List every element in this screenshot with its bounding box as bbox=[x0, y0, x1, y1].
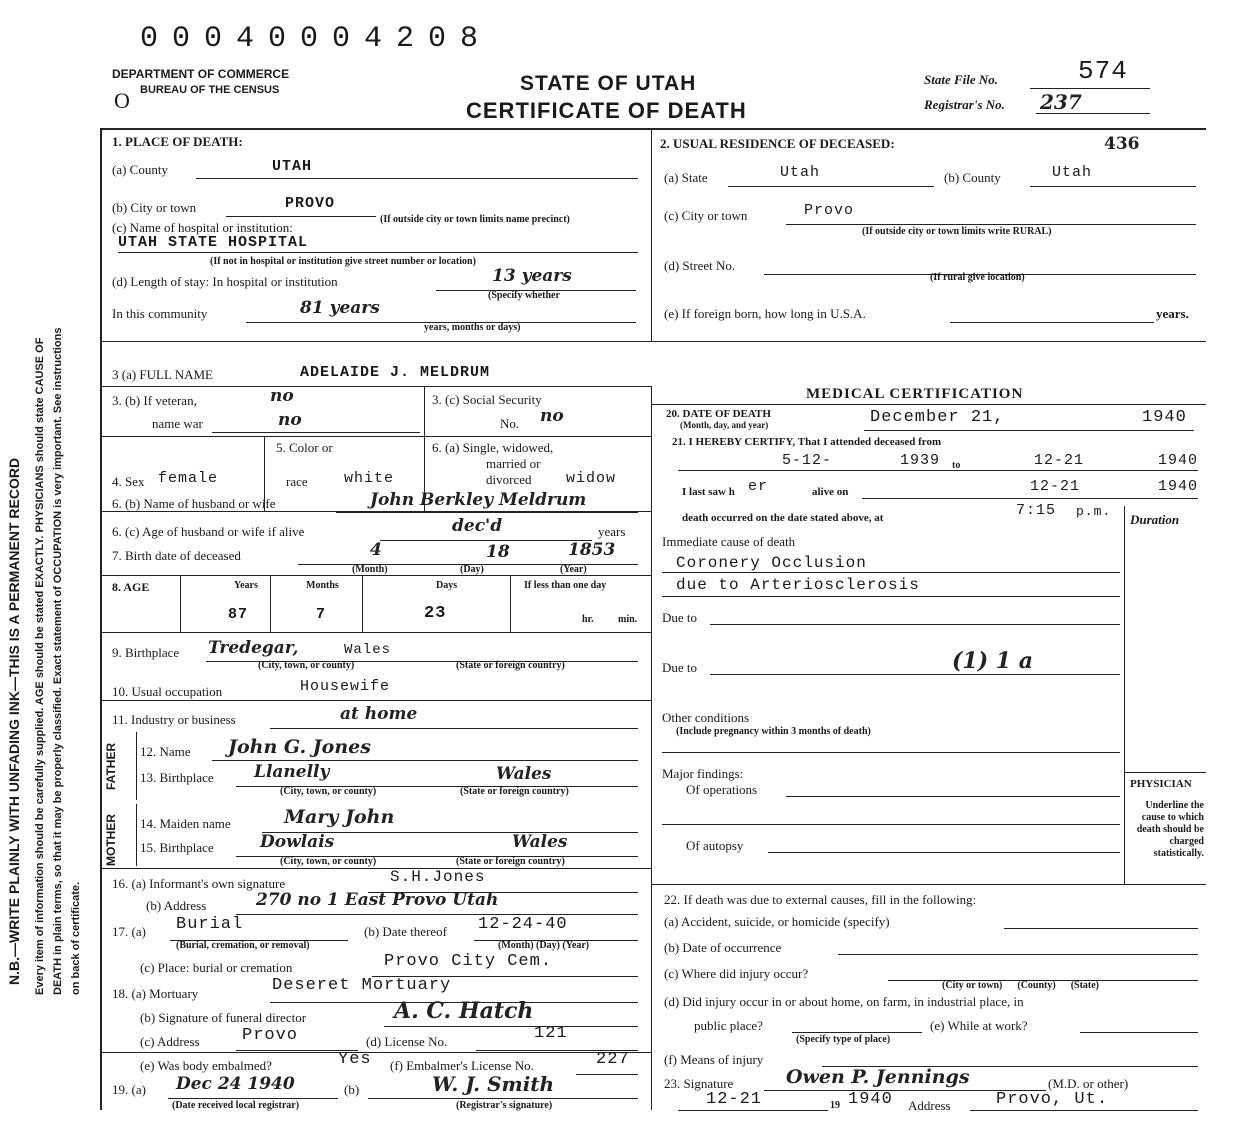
means-label: (f) Means of injury bbox=[664, 1052, 764, 1067]
addr-value: Provo, Ut. bbox=[996, 1090, 1109, 1109]
state-title: STATE OF UTAH bbox=[520, 72, 697, 95]
attended-from: 5-12- bbox=[782, 452, 833, 469]
age-days: 23 bbox=[424, 604, 447, 623]
disposal-label: 17. (a) bbox=[112, 924, 146, 939]
cause-code-mark: (1) 1 a bbox=[952, 648, 1034, 674]
father-bp-label: 13. Birthplace bbox=[140, 770, 214, 785]
mother-name-label: 14. Maiden name bbox=[140, 816, 231, 831]
place-ymd-note: years, months or days) bbox=[424, 322, 521, 333]
lastsaw-date: 12-21 bbox=[1030, 478, 1081, 495]
res-county: Utah bbox=[1052, 164, 1093, 181]
serial-number: 0 0 0 4 0 0 0 4 2 0 8 bbox=[140, 22, 477, 56]
marital-value: widow bbox=[566, 470, 617, 487]
mort-address: Provo bbox=[242, 1026, 299, 1045]
res-city-note: (If outside city or town limits write RURAL) bbox=[862, 226, 1052, 237]
spouse-label: 6. (b) Name of husband or wife bbox=[112, 496, 276, 511]
other-note: (Include pregnancy within 3 months of death) bbox=[676, 726, 871, 737]
res-foreign-label: (e) If foreign born, how long in U.S.A. bbox=[664, 306, 866, 321]
father-country-note: (State or foreign country) bbox=[460, 786, 569, 797]
race-value: white bbox=[344, 470, 395, 487]
disposal-date: 12-24-40 bbox=[478, 915, 568, 934]
mother-bp-city: Dowlais bbox=[260, 832, 335, 852]
sex-label: 4. Sex bbox=[112, 474, 145, 489]
md-label: (M.D. or other) bbox=[1048, 1076, 1129, 1091]
occurrence-label: (b) Date of occurrence bbox=[664, 940, 782, 955]
age-less-label: If less than one day bbox=[524, 580, 607, 591]
embalmed-label: (e) Was body embalmed? bbox=[140, 1058, 272, 1073]
mother-country-note: (State or foreign country) bbox=[456, 856, 565, 867]
full-name: ADELAIDE J. MELDRUM bbox=[300, 364, 491, 381]
corner-mark: O bbox=[114, 88, 130, 113]
alive-label: alive on bbox=[812, 486, 849, 498]
age-years: 87 bbox=[228, 606, 249, 623]
state-file-label: State File No. bbox=[924, 72, 999, 87]
place-stay-label: (d) Length of stay: In hospital or institution bbox=[112, 274, 338, 289]
birth-day: 18 bbox=[486, 542, 510, 562]
disposal-value: Burial bbox=[176, 915, 244, 934]
res-code: 436 bbox=[1104, 134, 1140, 154]
birthplace-country-note: (State or foreign country) bbox=[456, 660, 565, 671]
birthplace-label: 9. Birthplace bbox=[112, 645, 180, 660]
age-min: min. bbox=[618, 614, 638, 625]
mortuary-value: Deseret Mortuary bbox=[272, 976, 452, 995]
informant-label: 16. (a) Informant's own signature bbox=[112, 876, 286, 891]
mother-tag: MOTHER bbox=[104, 814, 118, 866]
veteran-label: 3. (b) If veteran, bbox=[112, 393, 197, 408]
res-state-label: (a) State bbox=[664, 170, 708, 185]
registrar-sig-label: (b) bbox=[344, 1082, 360, 1097]
age-years-label: Years bbox=[234, 580, 258, 591]
father-name: John G. Jones bbox=[228, 736, 371, 758]
marital-label-3: divorced bbox=[486, 472, 532, 487]
place-hospital: UTAH STATE HOSPITAL bbox=[118, 234, 309, 251]
received-note: (Date received local registrar) bbox=[172, 1100, 300, 1111]
place-county: UTAH bbox=[272, 158, 313, 175]
place-heading: 1. PLACE OF DEATH: bbox=[112, 134, 243, 149]
place-specify: (Specify whether bbox=[488, 290, 560, 301]
signature-value: Owen P. Jennings bbox=[786, 1066, 970, 1088]
cause-1: Coronery Occlusion bbox=[676, 554, 867, 572]
bureau-label: BUREAU OF THE CENSUS bbox=[140, 84, 280, 96]
age-months-label: Months bbox=[306, 580, 339, 591]
dueto-1-label: Due to bbox=[662, 610, 698, 625]
dod-year: 1940 bbox=[1142, 408, 1187, 427]
attended-to-year: 1940 bbox=[1158, 452, 1199, 469]
medical-heading: MEDICAL CERTIFICATION bbox=[806, 386, 1024, 402]
dept-label: DEPARTMENT OF COMMERCE bbox=[112, 67, 290, 81]
mother-bp-country: Wales bbox=[512, 832, 568, 852]
occurred-label: death occurred on the date stated above, at bbox=[682, 512, 884, 524]
specify-place: (Specify type of place) bbox=[796, 1034, 891, 1045]
dueto-2-label: Due to bbox=[662, 660, 698, 675]
burial-place-label: (c) Place: burial or cremation bbox=[140, 960, 293, 975]
sig-year: 1940 bbox=[848, 1090, 893, 1109]
cause-2: due to Arteriosclerosis bbox=[676, 576, 920, 594]
lastsaw-year: 1940 bbox=[1158, 478, 1199, 495]
father-name-label: 12. Name bbox=[140, 744, 191, 759]
marital-label-1: 6. (a) Single, widowed, bbox=[432, 440, 554, 455]
where-label: (c) Where did injury occur? bbox=[664, 966, 809, 981]
father-bp-city: Llanelly bbox=[254, 762, 330, 782]
birth-label: 7. Birth date of deceased bbox=[112, 548, 241, 563]
registrar-sig: W. J. Smith bbox=[432, 1072, 555, 1096]
place-county-label: (a) County bbox=[112, 162, 168, 177]
public-label: public place? bbox=[694, 1018, 763, 1033]
license-value: 121 bbox=[534, 1024, 568, 1043]
registrar-label: Registrar's No. bbox=[924, 97, 1005, 112]
industry-value: at home bbox=[340, 704, 418, 724]
certificate-title: CERTIFICATE OF DEATH bbox=[466, 98, 747, 123]
accident-label: (a) Accident, suicide, or homicide (specify) bbox=[664, 914, 890, 929]
disposal-date-label: (b) Date thereof bbox=[364, 924, 448, 939]
physician-note: Underline the cause to which death should be charged statistically. bbox=[1136, 800, 1204, 859]
ss-no-label: No. bbox=[500, 416, 520, 431]
res-street-note: (If rural give location) bbox=[930, 272, 1025, 283]
dod-value: December 21, bbox=[870, 408, 1005, 427]
place-city: PROVO bbox=[285, 195, 336, 212]
race-label-2: race bbox=[286, 474, 308, 489]
ss-value: no bbox=[540, 406, 564, 426]
disposal-note: (Burial, cremation, or removal) bbox=[176, 940, 310, 951]
sidebar-note-3: on back of certificate. bbox=[70, 881, 82, 995]
license-label: (d) License No. bbox=[366, 1034, 448, 1049]
burial-place: Provo City Cem. bbox=[384, 952, 553, 971]
sex-value: female bbox=[158, 470, 219, 487]
dod-label: 20. DATE OF DEATH bbox=[666, 408, 771, 420]
lastsaw-label: I last saw h bbox=[682, 486, 735, 498]
father-city-note: (City, town, or county) bbox=[280, 786, 377, 797]
death-pm: p.m. bbox=[1076, 504, 1112, 519]
birth-month: 4 bbox=[370, 540, 382, 560]
res-county-label: (b) County bbox=[944, 170, 1001, 185]
res-street-label: (d) Street No. bbox=[664, 258, 736, 273]
place-stay: 13 years bbox=[492, 266, 572, 286]
marital-label-2: married or bbox=[486, 456, 541, 471]
res-heading: 2. USUAL RESIDENCE OF DECEASED: bbox=[660, 136, 895, 151]
address-value: 270 no 1 East Provo Utah bbox=[256, 890, 499, 910]
place-city-label: (b) City or town bbox=[112, 200, 197, 215]
sig-date: 12-21 bbox=[706, 1090, 763, 1109]
birth-year-note: (Year) bbox=[560, 564, 587, 575]
received-label: 19. (a) bbox=[112, 1082, 146, 1097]
sidebar-note-1: Every item of information should be carefully supplied. AGE should be stated EXACTLY. PHYSICIANS should state CAUSE OF bbox=[34, 337, 46, 995]
embalmer-value: 227 bbox=[596, 1050, 630, 1069]
birthplace-city: Tredegar, bbox=[208, 638, 299, 658]
occupation-label: 10. Usual occupation bbox=[112, 684, 223, 699]
res-state: Utah bbox=[780, 164, 821, 181]
where-note: (City or town) (County) (State) bbox=[942, 980, 1100, 991]
father-bp-country: Wales bbox=[496, 764, 552, 784]
mother-bp-label: 15. Birthplace bbox=[140, 840, 214, 855]
occupation-value: Housewife bbox=[300, 678, 391, 695]
age-days-label: Days bbox=[436, 580, 458, 591]
place-hospital-note: (If not in hospital or institution give street number or location) bbox=[210, 256, 476, 267]
director-value: A. C. Hatch bbox=[394, 998, 534, 1024]
duration-label: Duration bbox=[1130, 512, 1180, 527]
address-label: (b) Address bbox=[146, 898, 207, 913]
age-months: 7 bbox=[316, 606, 327, 623]
registrar-sig-note: (Registrar's signature) bbox=[456, 1100, 553, 1111]
state-file-no: 574 bbox=[1078, 56, 1128, 86]
director-label: (b) Signature of funeral director bbox=[140, 1010, 307, 1025]
spouse-name: John Berkley Meldrum bbox=[370, 490, 587, 510]
spouse-age: dec'd bbox=[452, 516, 503, 536]
namewar-value: no bbox=[278, 410, 302, 430]
informant-value: S.H.Jones bbox=[390, 868, 486, 886]
sidebar-note-2: DEATH in plain terms, so that it may be properly classified. Exact statement of OCCUPATION is very important. See instructions bbox=[52, 327, 64, 995]
dod-note: (Month, day, and year) bbox=[680, 420, 769, 430]
birthplace-city-note: (City, town, or county) bbox=[258, 660, 355, 671]
disposal-mdy-note: (Month) (Day) (Year) bbox=[498, 940, 590, 951]
embalmed-value: Yes bbox=[338, 1050, 372, 1069]
place-city-note: (If outside city or town limits name precinct) bbox=[380, 214, 570, 225]
death-time: 7:15 bbox=[1016, 502, 1057, 519]
birth-day-note: (Day) bbox=[460, 564, 484, 575]
major-label: Major findings: bbox=[662, 766, 744, 781]
res-city: Provo bbox=[804, 202, 855, 219]
received-value: Dec 24 1940 bbox=[176, 1074, 295, 1094]
mort-address-label: (c) Address bbox=[140, 1034, 200, 1049]
embalmer-label: (f) Embalmer's License No. bbox=[390, 1058, 534, 1073]
operations-label: Of operations bbox=[686, 782, 758, 797]
registrar-no: 237 bbox=[1040, 90, 1082, 114]
birth-year: 1853 bbox=[568, 540, 616, 560]
namewar-label: name war bbox=[152, 416, 203, 431]
external-label: 22. If death was due to external causes, fill in the following: bbox=[664, 892, 977, 907]
industry-label: 11. Industry or business bbox=[112, 712, 236, 727]
attended-from-year: 1939 bbox=[900, 452, 941, 469]
other-label: Other conditions bbox=[662, 710, 750, 725]
lastsaw-her: er bbox=[748, 478, 769, 495]
mortuary-label: 18. (a) Mortuary bbox=[112, 986, 199, 1001]
father-tag: FATHER bbox=[104, 742, 118, 790]
spouse-age-label: 6. (c) Age of husband or wife if alive bbox=[112, 524, 305, 539]
ss-label: 3. (c) Social Security bbox=[432, 392, 542, 407]
mother-name: Mary John bbox=[284, 806, 395, 828]
age-label: 8. AGE bbox=[112, 580, 150, 594]
signature-label: 23. Signature bbox=[664, 1076, 734, 1091]
attended-to-label: to bbox=[952, 460, 961, 471]
place-hospital-label: (c) Name of hospital or institution: bbox=[112, 220, 293, 235]
place-community-label: In this community bbox=[112, 306, 208, 321]
race-label-1: 5. Color or bbox=[276, 440, 333, 455]
full-name-label: 3 (a) FULL NAME bbox=[112, 367, 213, 382]
work-label: (e) While at work? bbox=[930, 1018, 1028, 1033]
res-years: years. bbox=[1156, 306, 1189, 321]
age-hr: hr. bbox=[582, 614, 594, 625]
birthplace-country: Wales bbox=[344, 642, 392, 658]
autopsy-label: Of autopsy bbox=[686, 838, 744, 853]
sidebar-main: N.B.—WRITE PLAINLY WITH UNFADING INK—THIS IS A PERMANENT RECORD bbox=[6, 457, 22, 985]
addr-label: Address bbox=[908, 1098, 951, 1113]
physician-label: PHYSICIAN bbox=[1130, 778, 1192, 790]
res-city-label: (c) City or town bbox=[664, 208, 748, 223]
mother-city-note: (City, town, or county) bbox=[280, 856, 377, 867]
certify-label: 21. I HEREBY CERTIFY, That I attended deceased from bbox=[672, 436, 942, 448]
veteran-value: no bbox=[270, 386, 294, 406]
place-community: 81 years bbox=[300, 298, 380, 318]
home-label: (d) Did injury occur in or about home, on farm, in industrial place, in bbox=[664, 994, 1024, 1009]
sig-year-prefix: 19 bbox=[830, 1100, 840, 1111]
spouse-years: years bbox=[598, 524, 626, 539]
immediate-label: Immediate cause of death bbox=[662, 534, 796, 549]
attended-to: 12-21 bbox=[1034, 452, 1085, 469]
birth-month-note: (Month) bbox=[352, 564, 388, 575]
